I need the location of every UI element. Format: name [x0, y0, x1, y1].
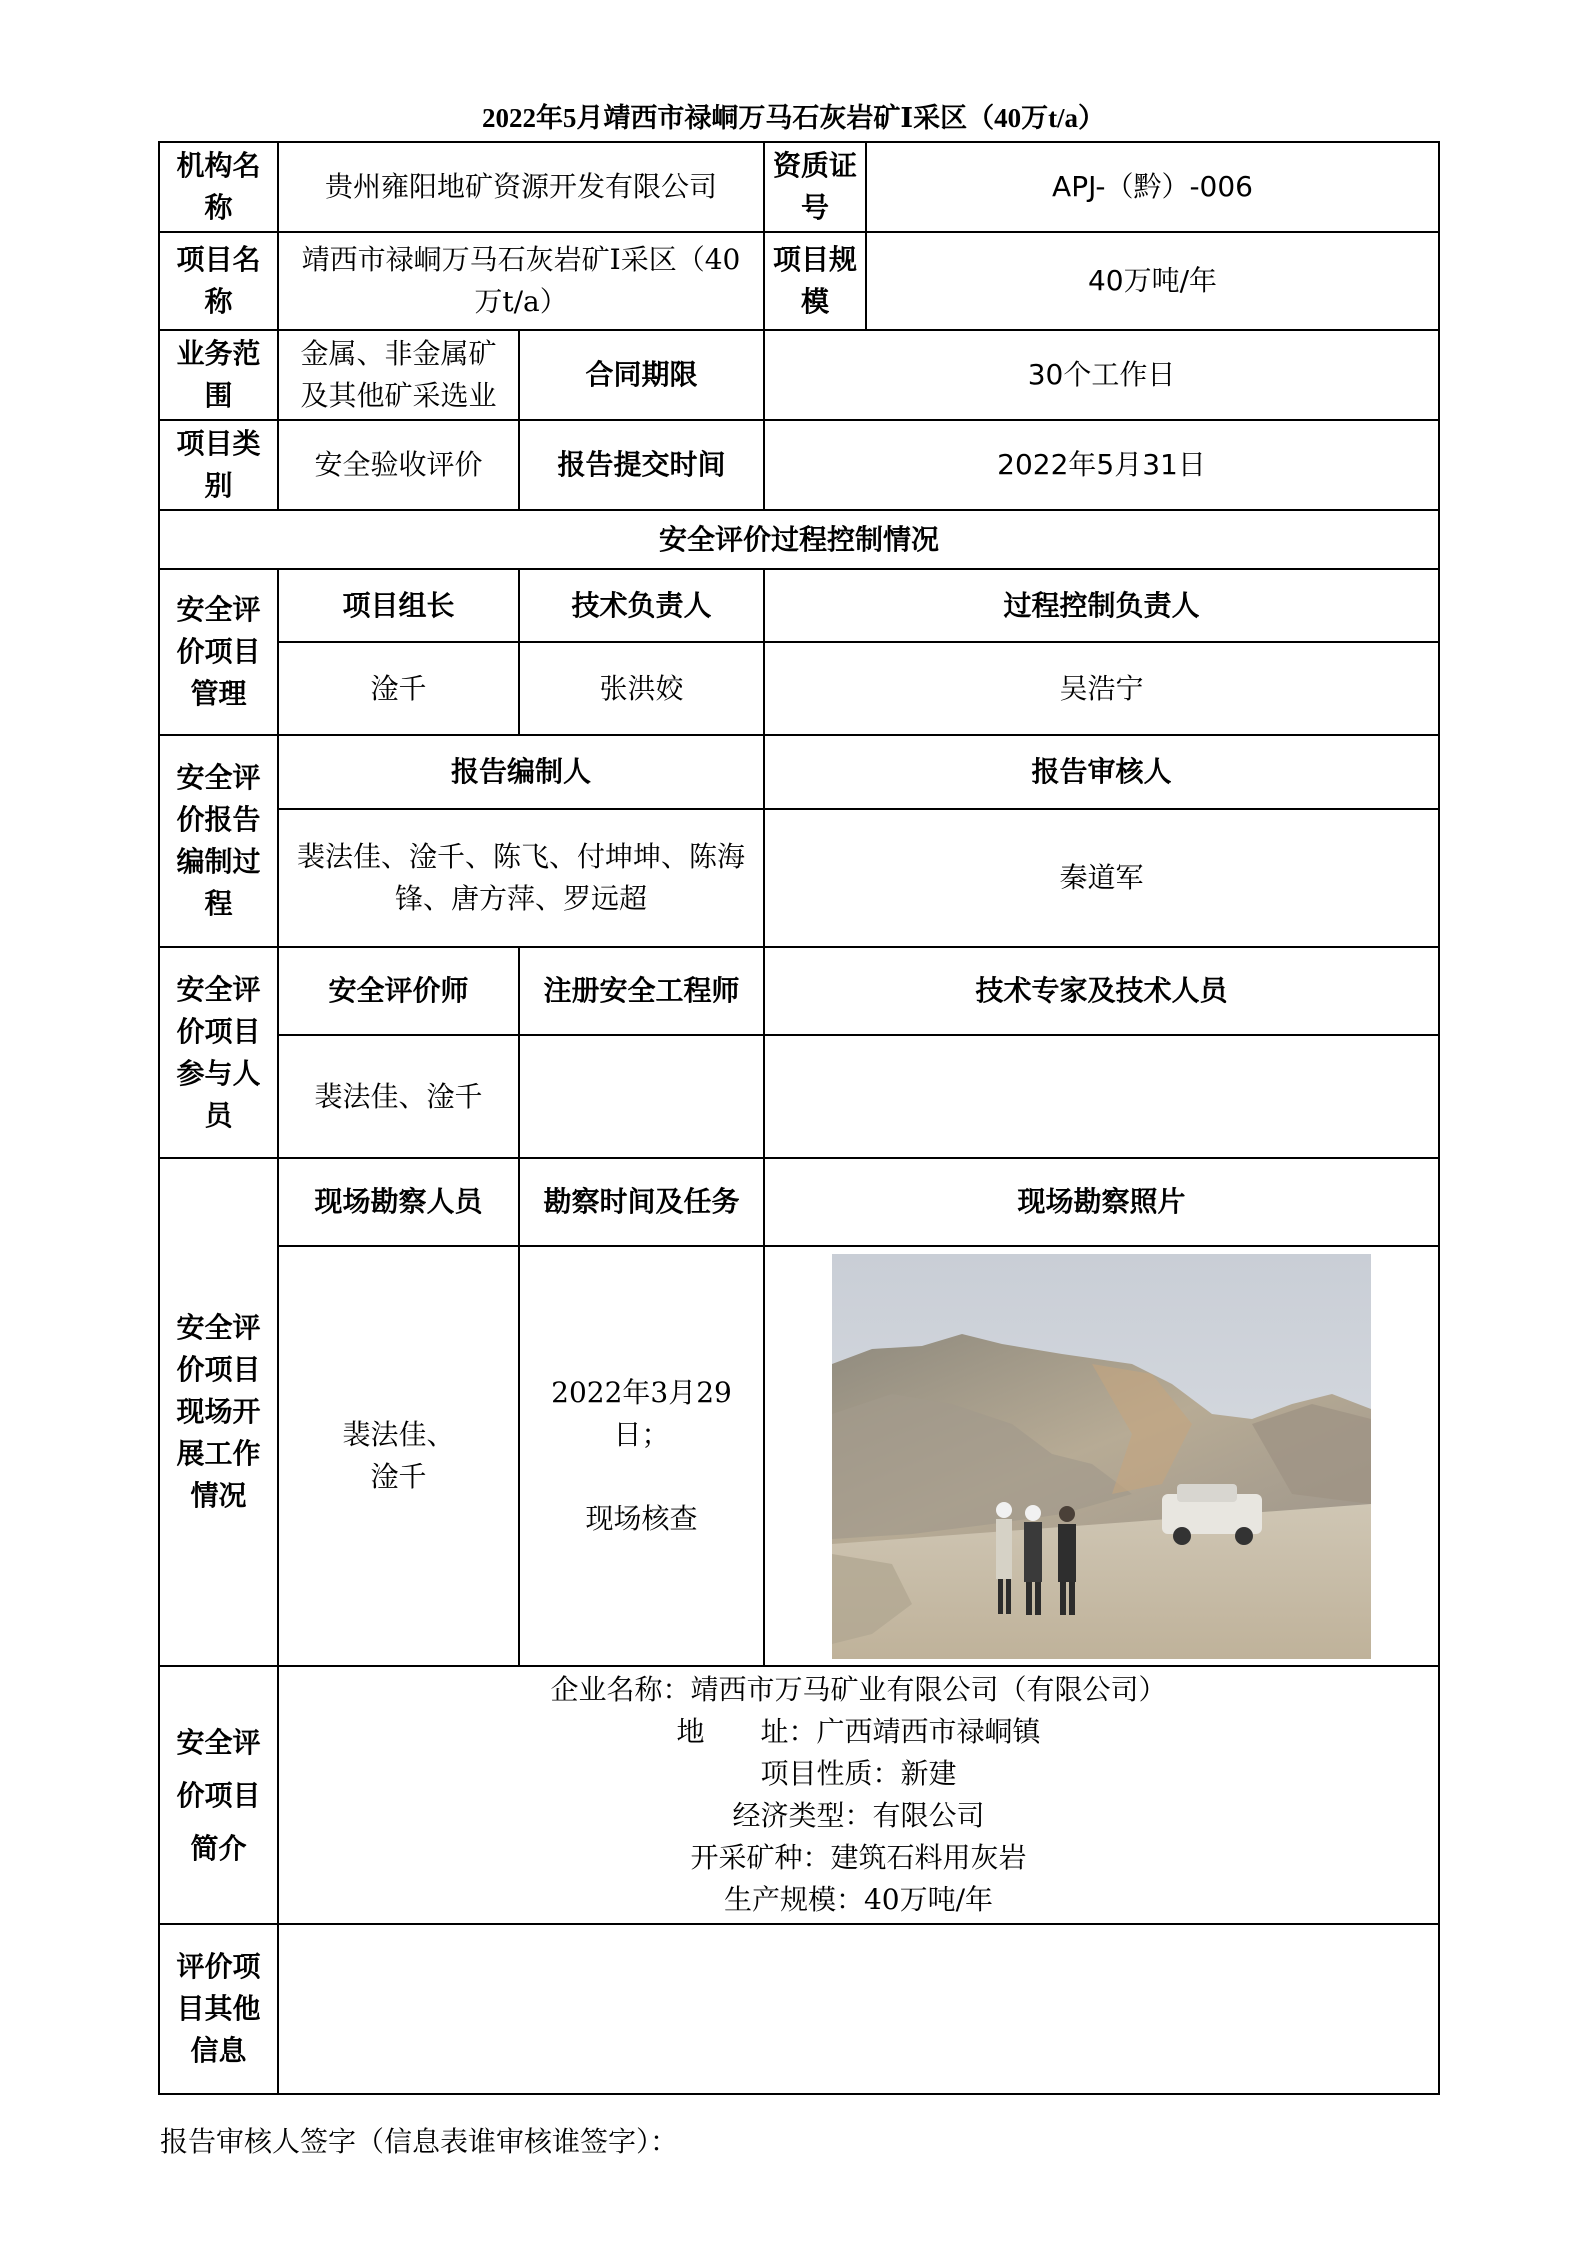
org-row	[159, 142, 1439, 232]
intro-line: 地 址：广西靖西市禄峒镇	[676, 1715, 1041, 1748]
participants-header-row	[159, 947, 1439, 1035]
scale-value: 40万吨/年	[866, 232, 1439, 330]
reviewer-signature-line: 报告审核人签字（信息表谁审核谁签字）：	[160, 2125, 679, 2158]
intro-line: 开采矿种：建筑石料用灰岩	[690, 1841, 1027, 1874]
business-value: 金属、非金属矿及其他矿采选业	[278, 330, 519, 420]
quarry-photo-image	[832, 1254, 1371, 1659]
intro-row	[159, 1666, 1439, 1924]
business-row	[159, 330, 1439, 420]
submit-value: 2022年5月31日	[764, 420, 1439, 510]
compile-authors: 裴法佳、淦千、陈飞、付坤坤、陈海锋、唐方萍、罗远超	[278, 809, 764, 947]
document-title: 2022年5月靖西市禄峒万马石灰岩矿Ⅰ采区（40万t/a）	[481, 103, 1106, 133]
compile-header-row	[159, 735, 1439, 809]
management-leader: 淦千	[278, 642, 519, 735]
category-value: 安全验收评价	[278, 420, 519, 510]
site-staff: 裴法佳、淦千	[278, 1246, 519, 1666]
management-header-tech: 技术负责人	[519, 569, 764, 642]
other-value	[278, 1924, 1439, 2094]
participants-header-experts: 技术专家及技术人员	[764, 947, 1439, 1035]
site-photo	[832, 1254, 1371, 1659]
participants-experts	[764, 1035, 1439, 1158]
info-table	[158, 141, 1440, 2095]
org-value: 贵州雍阳地矿资源开发有限公司	[278, 142, 764, 232]
management-header-leader: 项目组长	[278, 569, 519, 642]
other-row	[159, 1924, 1439, 2094]
participants-header-engineer: 注册安全工程师	[519, 947, 764, 1035]
submit-label: 报告提交时间	[519, 420, 764, 510]
participants-engineer	[519, 1035, 764, 1158]
management-label: 安全评价项目管理	[159, 569, 278, 735]
cert-label: 资质证号	[764, 142, 866, 232]
category-label: 项目类别	[159, 420, 278, 510]
compile-label: 安全评价报告编制过程	[159, 735, 278, 947]
compile-reviewer: 秦道军	[764, 809, 1439, 947]
site-header-row	[159, 1158, 1439, 1246]
contract-label: 合同期限	[519, 330, 764, 420]
site-date: 2022年3月29日；	[551, 1376, 732, 1451]
project-name-label: 项目名称	[159, 232, 278, 330]
participants-value-row	[159, 1035, 1439, 1158]
other-label: 评价项目其他信息	[159, 1924, 278, 2094]
project-name-value: 靖西市禄峒万马石灰岩矿Ⅰ采区（40万t/a）	[278, 232, 764, 330]
intro-line: 生产规模：40万吨/年	[723, 1883, 994, 1916]
org-label: 机构名称	[159, 142, 278, 232]
management-tech: 张洪姣	[519, 642, 764, 735]
compile-header-authors: 报告编制人	[278, 735, 764, 809]
business-label: 业务范围	[159, 330, 278, 420]
site-label: 安全评价项目现场开展工作情况	[159, 1158, 278, 1666]
management-header-row	[159, 569, 1439, 642]
site-photo-cell	[764, 1246, 1439, 1666]
scale-label: 项目规模	[764, 232, 866, 330]
site-header-staff: 现场勘察人员	[278, 1158, 519, 1246]
site-header-photo: 现场勘察照片	[764, 1158, 1439, 1246]
compile-value-row	[159, 809, 1439, 947]
intro-label: 安全评价项目简介	[159, 1666, 278, 1924]
compile-header-reviewer: 报告审核人	[764, 735, 1439, 809]
site-value-row	[159, 1246, 1439, 1666]
management-header-process: 过程控制负责人	[764, 569, 1439, 642]
process-header: 安全评价过程控制情况	[159, 510, 1439, 569]
site-time-cell	[519, 1246, 764, 1666]
site-header-time: 勘察时间及任务	[519, 1158, 764, 1246]
cert-value: APJ-（黔）-006	[866, 142, 1439, 232]
management-process: 吴浩宁	[764, 642, 1439, 735]
intro-list	[278, 1666, 1439, 1924]
intro-line: 项目性质：新建	[760, 1757, 957, 1790]
participants-label: 安全评价项目参与人员	[159, 947, 278, 1158]
process-header-row	[159, 510, 1439, 569]
participants-evaluator: 裴法佳、淦千	[278, 1035, 519, 1158]
participants-header-evaluator: 安全评价师	[278, 947, 519, 1035]
intro-line: 经济类型：有限公司	[732, 1799, 985, 1832]
management-value-row	[159, 642, 1439, 735]
category-row	[159, 420, 1439, 510]
project-name-row	[159, 232, 1439, 330]
site-task: 现场核查	[585, 1502, 698, 1535]
contract-value: 30个工作日	[764, 330, 1439, 420]
intro-line: 企业名称：靖西市万马矿业有限公司（有限公司）	[550, 1673, 1167, 1706]
